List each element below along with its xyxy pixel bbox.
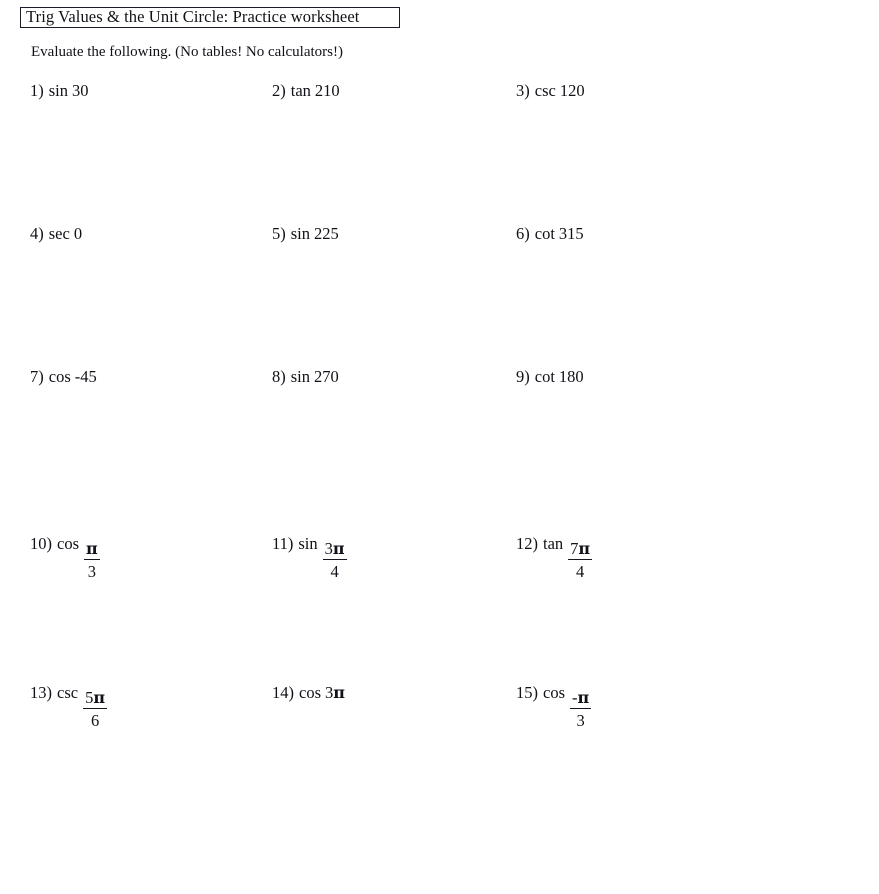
fraction-denominator: 6 [90, 710, 100, 730]
problem-expression [49, 83, 89, 100]
fraction-numerator: -π [572, 688, 590, 707]
problem-argument: 270 [314, 367, 339, 386]
fraction-numerator: 5π [85, 688, 106, 707]
fraction-denominator: 4 [576, 561, 585, 581]
problem-expression [57, 683, 108, 730]
problem-item [272, 534, 348, 581]
problem-expression [535, 369, 584, 386]
problem-item [30, 369, 97, 386]
problem-expression [535, 83, 585, 100]
problem-argument: 30 [72, 81, 89, 100]
fraction-numerator [84, 541, 100, 560]
problem-argument: 315 [558, 224, 584, 243]
problem-argument: 180 [558, 367, 584, 386]
problem-item [516, 226, 584, 243]
trig-function-name: cos [48, 367, 71, 386]
problem-number: 3) [516, 81, 530, 100]
problem-expression [49, 369, 97, 386]
problem-number: 10) [30, 534, 52, 553]
trig-function-name: sec [48, 224, 70, 243]
fraction [84, 541, 100, 580]
problem-number: 9) [516, 367, 530, 386]
problem-item [516, 683, 592, 730]
trig-function-name: cos [299, 683, 321, 702]
problem-argument: 0 [73, 224, 83, 243]
problem-number: 15) [516, 683, 538, 702]
pi-symbol: π [93, 688, 106, 707]
problem-item [272, 226, 339, 243]
problem-argument: 3π [325, 683, 345, 702]
problem-expression [299, 685, 345, 702]
pi-symbol: π [332, 539, 345, 558]
problem-item [272, 685, 345, 702]
problem-expression [543, 534, 593, 581]
trig-function-name: sin [290, 367, 311, 386]
trig-function-name: sin [290, 224, 311, 243]
trig-function-name: cot [534, 367, 555, 386]
problem-expression [543, 683, 592, 730]
fraction [83, 690, 107, 729]
problem-argument: 210 [314, 81, 340, 100]
problem-item [30, 683, 108, 730]
trig-function-name: tan [290, 81, 311, 100]
problem-number: 1) [30, 81, 44, 100]
problem-expression [49, 226, 82, 243]
fraction-numerator: 7π [570, 539, 591, 558]
problem-item [516, 369, 584, 386]
fraction-denominator: 4 [330, 561, 339, 581]
problem-expression [291, 226, 339, 243]
fraction [323, 541, 347, 580]
problem-expression [57, 534, 101, 581]
fraction [568, 541, 592, 580]
problem-expression [535, 226, 584, 243]
pi-symbol: π [578, 539, 591, 558]
problem-expression [291, 83, 340, 100]
problem-item [30, 226, 82, 243]
trig-function-name: cot [534, 224, 555, 243]
trig-function-name: cos [57, 534, 79, 553]
trig-function-name: csc [57, 683, 79, 702]
page-title: Trig Values & the Unit Circle: Practice worksheet [26, 7, 360, 27]
problem-item [516, 534, 593, 581]
problem-item [516, 83, 585, 100]
problem-number: 12) [516, 534, 538, 553]
problem-number: 4) [30, 224, 44, 243]
trig-function-name: cos [543, 683, 565, 702]
trig-function-name: tan [543, 534, 564, 553]
problem-number: 5) [272, 224, 286, 243]
problem-argument: 120 [559, 81, 585, 100]
problem-item [272, 83, 340, 100]
problem-argument: -45 [74, 367, 97, 386]
problem-number: 14) [272, 683, 294, 702]
fraction-numerator: 3π [324, 539, 345, 558]
problem-expression [291, 369, 339, 386]
fraction [570, 690, 591, 729]
pi-symbol: π [333, 683, 345, 702]
trig-function-name: sin [48, 81, 69, 100]
problem-number: 8) [272, 367, 286, 386]
trig-function-name: csc [534, 81, 556, 100]
problem-number: 13) [30, 683, 52, 702]
problem-number: 6) [516, 224, 530, 243]
problem-expression [298, 534, 347, 581]
pi-symbol: π [86, 539, 98, 558]
problem-number: 7) [30, 367, 44, 386]
problem-item [30, 534, 101, 581]
problem-item [272, 369, 339, 386]
problem-number: 2) [272, 81, 286, 100]
fraction-denominator: 3 [576, 710, 585, 730]
problem-argument: 225 [314, 224, 339, 243]
fraction-denominator: 3 [87, 561, 96, 581]
problem-item [30, 83, 89, 100]
pi-symbol: π [577, 688, 590, 707]
instructions-text: Evaluate the following. (No tables! No calculators!) [31, 44, 343, 60]
trig-function-name: sin [298, 534, 318, 553]
problem-number: 11) [272, 534, 294, 553]
